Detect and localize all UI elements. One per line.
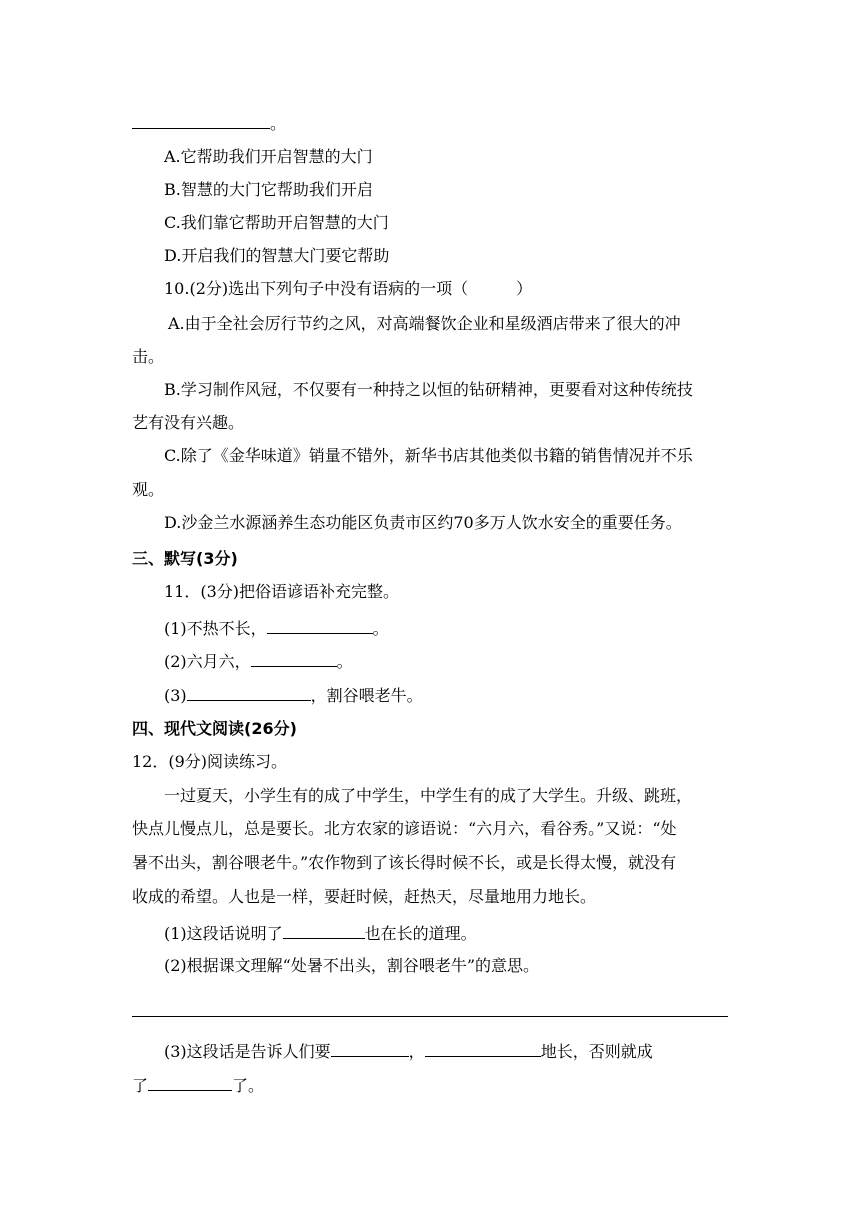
q12-item-1 [164, 922, 477, 944]
q10-option-c: C.除了《金华味道》销量不错外，新华书店其他类似书籍的销售情况并不乐 [164, 446, 693, 465]
blank[interactable] [187, 684, 311, 701]
answer-line-q9 [132, 112, 286, 134]
passage-line-4: 收成的希望。人也是一样，要赶时候，赶热天，尽量地用力地长。 [132, 887, 597, 906]
text: (3)这段话是告诉人们要 [164, 1042, 331, 1061]
question-12: 12．(9分)阅读练习。 [132, 752, 288, 771]
answer-line[interactable] [132, 1016, 728, 1017]
blank[interactable] [267, 617, 373, 634]
text: 。 [336, 652, 353, 671]
text: ，割谷喂老牛。 [310, 686, 423, 705]
blank[interactable] [425, 1040, 541, 1057]
blank[interactable] [283, 922, 365, 939]
q11-item-2 [164, 650, 353, 672]
text: 了 [132, 1076, 149, 1095]
q11-item-1 [164, 617, 389, 639]
q10-option-c-cont: 观。 [132, 480, 165, 499]
text: (1)这段话说明了 [164, 924, 283, 943]
passage-line-3: 暑不出头，割谷喂老牛。”农作物到了该长得时候不长，或是长得太慢，就没有 [132, 853, 677, 872]
question-11: 11．(3分)把俗语谚语补充完整。 [164, 582, 400, 601]
option-c: C.我们靠它帮助开启智慧的大门 [164, 213, 389, 232]
question-10: 10.(2分)选出下列句子中没有语病的一项（ ） [164, 279, 533, 298]
passage-line-2: 快点儿慢点儿，总是要长。北方农家的谚语说：“六月六，看谷秀。”又说：“处 [132, 819, 677, 838]
blank[interactable] [251, 650, 337, 667]
passage-line-1: 一过夏天，小学生有的成了中学生，中学生有的成了大学生。升级、跳班， [164, 786, 693, 805]
section-heading-3: 三、默写(3分) [132, 549, 238, 568]
q11-item-3 [164, 684, 423, 706]
q10-option-a-cont: 击。 [132, 347, 165, 366]
text: 了。 [232, 1076, 265, 1095]
q10-option-b: B.学习制作风冠，不仅要有一种持之以恒的钻研精神，更要看对这种传统技 [164, 380, 693, 399]
option-a: A.它帮助我们开启智慧的大门 [164, 147, 373, 166]
text: 也在长的道理。 [364, 924, 477, 943]
text: 。 [372, 619, 389, 638]
blank[interactable] [148, 1074, 232, 1091]
q12-item-2: (2)根据课文理解“处暑不出头，割谷喂老牛”的意思。 [164, 956, 540, 975]
blank[interactable] [331, 1040, 409, 1057]
q10-option-a: A.由于全社会厉行节约之风，对高端餐饮企业和星级酒店带来了很大的冲 [168, 314, 681, 333]
q10-option-b-cont: 艺有没有兴趣。 [132, 413, 245, 432]
text: ， [408, 1042, 425, 1061]
q12-item-3 [164, 1040, 653, 1062]
q10-option-d: D.沙金兰水源涵养生态功能区负责市区约70多万人饮水安全的重要任务。 [164, 513, 682, 532]
blank[interactable] [132, 112, 270, 129]
section-heading-4: 四、现代文阅读(26分) [132, 719, 297, 738]
text: (3) [164, 686, 187, 705]
q12-item-3-cont [132, 1074, 264, 1096]
text: 地长，否则就成 [540, 1042, 653, 1061]
option-d: D.开启我们的智慧大门要它帮助 [164, 246, 390, 265]
option-b: B.智慧的大门它帮助我们开启 [164, 180, 373, 199]
text: (2)六月六， [164, 652, 251, 671]
text: 。 [270, 114, 287, 133]
text: (1)不热不长， [164, 619, 267, 638]
